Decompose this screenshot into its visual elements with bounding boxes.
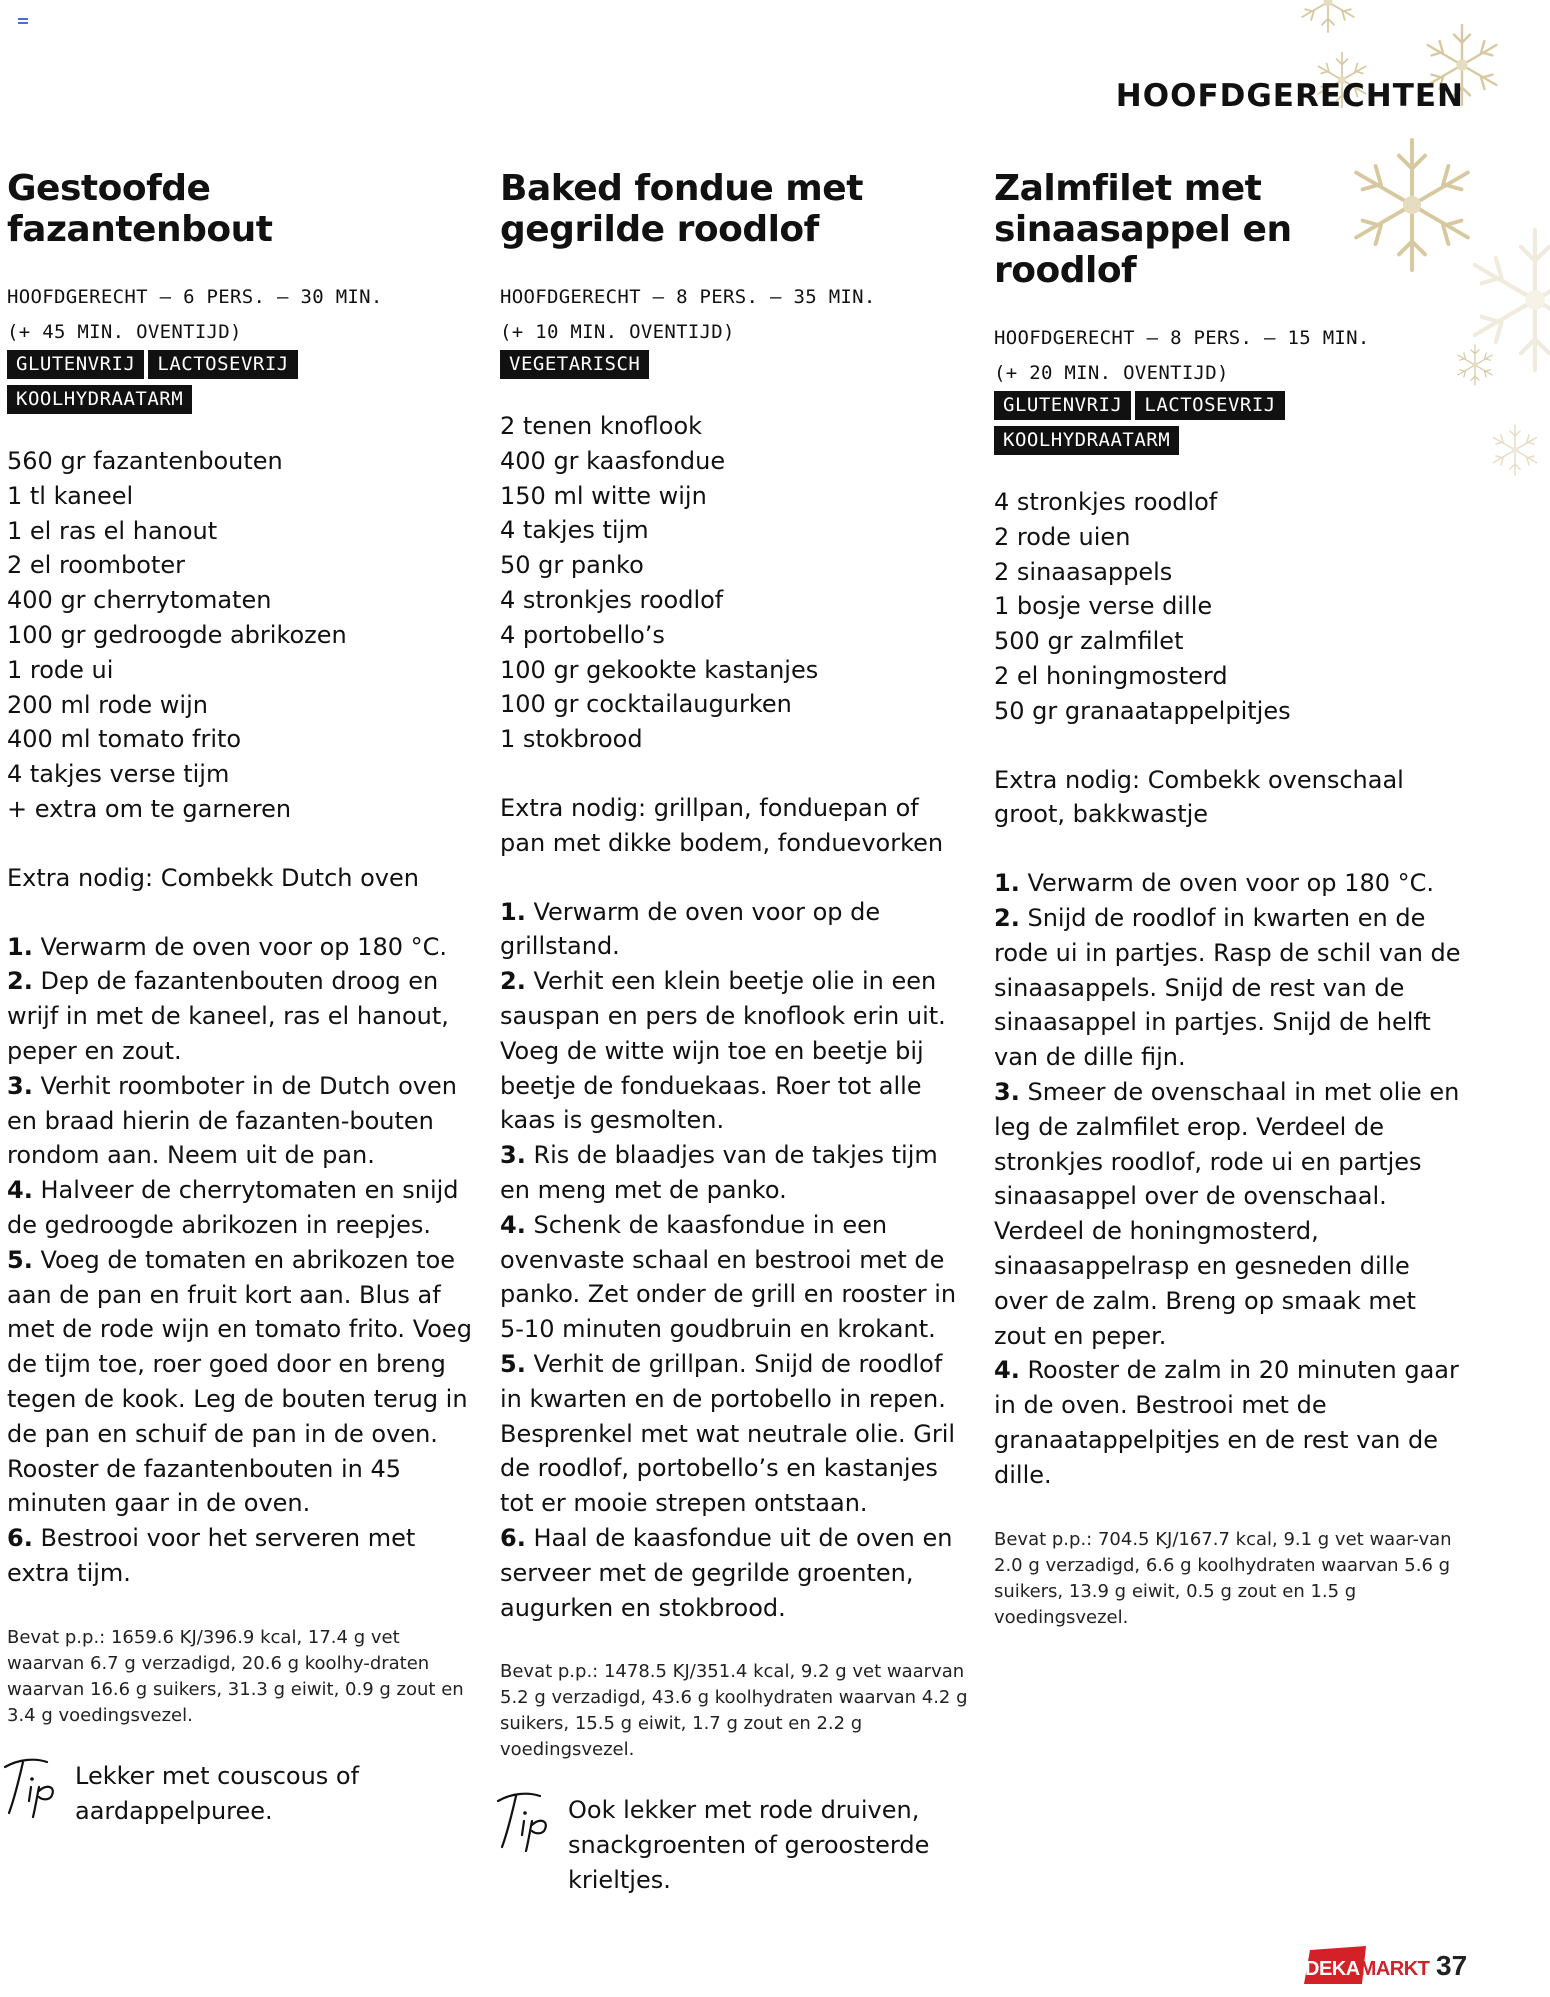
list-item: 1 bosje verse dille	[994, 592, 1213, 621]
step: 3. Smeer de ovenschaal in met olie en leg de zalmfilet erop. Verdeel de stronkjes roodlof, rode ui en partjes sinaasappel over de ovenschaal. Verdeel de honingmosterd, sinaasappelrasp en gesneden dille over de zalm. Breng op smaak met zout en peper.	[994, 1077, 1460, 1350]
recipe-meta: HOOFDGERECHT – 8 PERS. – 35 MIN. (+ 10 MIN. OVENTIJD)	[500, 286, 876, 343]
step: 2. Snijd de roodlof in kwarten en de rode ui in partjes. Rasp de schil van de sinaasappels. Snijd de rest van de sinaasappel in partjes. Snijd de helft van de dille fijn.	[994, 903, 1461, 1072]
logo-text: MARKT	[1359, 1958, 1430, 1980]
step-list	[7, 930, 477, 1591]
recipe-column	[500, 168, 970, 1898]
nutrition-info: Bevat p.p.: 704.5 KJ/167.7 kcal, 9.1 g vet waar-van 2.0 g verzadigd, 6.6 g koolhydraten waarvan 5.6 g suikers, 13.9 g eiwit, 0.5 g zout en 1.5 g voedingsvezel.	[994, 1528, 1452, 1628]
step: 2. Dep de fazantenbouten droog en wrijf in met de kaneel, ras el hanout, peper en zout.	[7, 967, 449, 1065]
diet-tag: GLUTENVRIJ	[994, 391, 1131, 420]
list-item: 50 gr granaatappelpitjes	[994, 696, 1291, 725]
list-item: 1 tl kaneel	[7, 481, 134, 510]
list-item: 2 el roomboter	[7, 551, 186, 580]
recipe-title: Baked fondue met gegrilde roodlof	[500, 168, 863, 250]
logo-text: DEKA	[1305, 1958, 1360, 1980]
step: 6. Bestrooi voor het serveren met extra tijm.	[7, 1524, 416, 1587]
recipe-title: Zalmfilet met sinaasappel en roodlof	[994, 168, 1292, 291]
list-item: 400 gr cherrytomaten	[7, 586, 272, 615]
list-item: 2 rode uien	[994, 522, 1131, 551]
step: 5. Verhit de grillpan. Snijd de roodlof in kwarten en de portobello in repen. Besprenkel met wat neutrale olie. Gril de roodlof, portobello’s en kastanjes tot er mooie strepen ontstaan.	[500, 1349, 956, 1518]
tip-text: Lekker met couscous of aardappelpuree.	[75, 1761, 360, 1825]
list-item: 400 ml tomato frito	[7, 725, 242, 754]
tip-script-icon	[1, 1753, 63, 1819]
list-item: 100 gr cocktailaugurken	[500, 690, 792, 719]
list-item: 200 ml rode wijn	[7, 690, 208, 719]
ingredient-list	[7, 444, 477, 827]
extra-equipment: Extra nodig: Combekk Dutch oven	[7, 863, 419, 892]
recipe-meta: HOOFDGERECHT – 8 PERS. – 15 MIN. (+ 20 MIN. OVENTIJD)	[994, 327, 1370, 384]
list-item: 4 stronkjes roodlof	[994, 488, 1218, 516]
step: 1. Verwarm de oven voor op 180 °C.	[7, 932, 447, 961]
diet-tag: LACTOSEVRIJ	[1135, 391, 1284, 420]
step-list	[994, 866, 1464, 1492]
diet-tag: VEGETARISCH	[500, 350, 649, 379]
list-item: 500 gr zalmfilet	[994, 627, 1184, 656]
step: 3. Verhit roomboter in de Dutch oven en braad hierin de fazanten-bouten rondom aan. Neem uit de pan.	[7, 1071, 457, 1170]
section-title: HOOFDGERECHTEN	[1115, 78, 1464, 114]
diet-tag: KOOLHYDRAATARM	[7, 385, 192, 414]
ingredient-list	[500, 409, 970, 757]
recipe-meta: HOOFDGERECHT – 6 PERS. – 30 MIN. (+ 45 MIN. OVENTIJD)	[7, 286, 383, 343]
list-item: 4 takjes verse tijm	[7, 760, 230, 789]
list-item: 4 portobello’s	[500, 620, 665, 649]
diet-tags	[994, 391, 1464, 461]
step: 4. Schenk de kaasfondue in een ovenvaste schaal en bestrooi met de panko. Zet onder de grill en rooster in 5-10 minuten goudbruin en krokant.	[500, 1210, 957, 1344]
list-item: 50 gr panko	[500, 551, 644, 580]
step: 1. Verwarm de oven voor op de grillstand.	[500, 897, 881, 961]
recipe-column	[994, 168, 1464, 1631]
step: 4. Rooster de zalm in 20 minuten gaar in de oven. Bestrooi met de granaatappelpitjes en de rest van de dille.	[994, 1356, 1459, 1489]
tip-script-icon	[494, 1787, 556, 1853]
extra-equipment: Extra nodig: grillpan, fonduepan of pan met dikke bodem, fonduevorken	[500, 793, 944, 857]
list-item: + extra om te garneren	[7, 794, 292, 823]
list-item: 1 el ras el hanout	[7, 516, 218, 545]
list-item: 1 rode ui	[7, 655, 114, 684]
list-item: 560 gr fazantenbouten	[7, 447, 283, 475]
step: 6. Haal de kaasfondue uit de oven en serveer met de gegrilde groenten, augurken en stokbrood.	[500, 1523, 953, 1622]
list-item: 4 takjes tijm	[500, 516, 649, 545]
diet-tags	[500, 350, 970, 385]
list-item: 150 ml witte wijn	[500, 481, 707, 510]
list-item: 100 gr gekookte kastanjes	[500, 655, 819, 684]
step: 5. Voeg de tomaten en abrikozen toe aan de pan en fruit kort aan. Blus af met de rode wijn en tomato frito. Voeg de tijm toe, roer goed door en breng tegen de kook. Leg de bouten terug in de pan en schuif de pan in de oven. Rooster de fazantenbouten in 45 minuten gaar in de oven.	[7, 1245, 472, 1518]
list-item: 2 tenen knoflook	[500, 412, 703, 440]
step-list	[500, 895, 970, 1626]
snowflake-icon	[1475, 230, 1550, 370]
ingredient-list	[994, 485, 1464, 729]
list-item: 4 stronkjes roodlof	[500, 585, 724, 614]
step: 3. Ris de blaadjes van de takjes tijm en meng met de panko.	[500, 1141, 938, 1204]
snowflake-icon	[1494, 425, 1537, 475]
nutrition-info: Bevat p.p.: 1659.6 KJ/396.9 kcal, 17.4 g vet waarvan 6.7 g verzadigd, 20.6 g koolhy-draten waarvan 16.6 g suikers, 31.3 g eiwit, 0.9 g zout en 3.4 g voedingsvezel.	[7, 1626, 464, 1726]
logo-text	[1305, 1958, 1429, 1981]
tip-box	[7, 1759, 477, 1829]
step: 1. Verwarm de oven voor op 180 °C.	[994, 869, 1434, 898]
diet-tags	[7, 350, 477, 420]
list-item: 1 stokbrood	[500, 725, 643, 754]
snowflake-icon	[1302, 0, 1354, 32]
list-item: 2 el honingmosterd	[994, 661, 1228, 690]
step: 2. Verhit een klein beetje olie in een sauspan en pers de knoflook erin uit. Voeg de witte wijn toe en beetje bij beetje de fonduekaas. Roer tot alle kaas is gesmolten.	[500, 967, 946, 1135]
nutrition-info: Bevat p.p.: 1478.5 KJ/351.4 kcal, 9.2 g vet waarvan 5.2 g verzadigd, 43.6 g koolhydraten waarvan 4.2 g suikers, 15.5 g eiwit, 1.7 g zout en 2.2 g voedingsvezel.	[500, 1661, 968, 1761]
diet-tag: GLUTENVRIJ	[7, 350, 144, 379]
page-number: 37	[1436, 1950, 1468, 1981]
recipe-column	[7, 168, 477, 1828]
list-item: 2 sinaasappels	[994, 557, 1173, 586]
recipe-title: Gestoofde fazantenbout	[7, 168, 273, 250]
step: 4. Halveer de cherrytomaten en snijd de gedroogde abrikozen in reepjes.	[7, 1176, 459, 1239]
menu-icon[interactable]	[18, 18, 28, 26]
diet-tag: LACTOSEVRIJ	[148, 350, 297, 379]
diet-tag: KOOLHYDRAATARM	[994, 426, 1179, 455]
tip-box	[500, 1793, 970, 1897]
list-item: 400 gr kaasfondue	[500, 446, 726, 475]
list-item: 100 gr gedroogde abrikozen	[7, 620, 347, 649]
extra-equipment: Extra nodig: Combekk ovenschaal groot, bakkwastje	[994, 765, 1404, 829]
tip-text: Ook lekker met rode druiven, snackgroenten of geroosterde krieltjes.	[568, 1796, 930, 1894]
